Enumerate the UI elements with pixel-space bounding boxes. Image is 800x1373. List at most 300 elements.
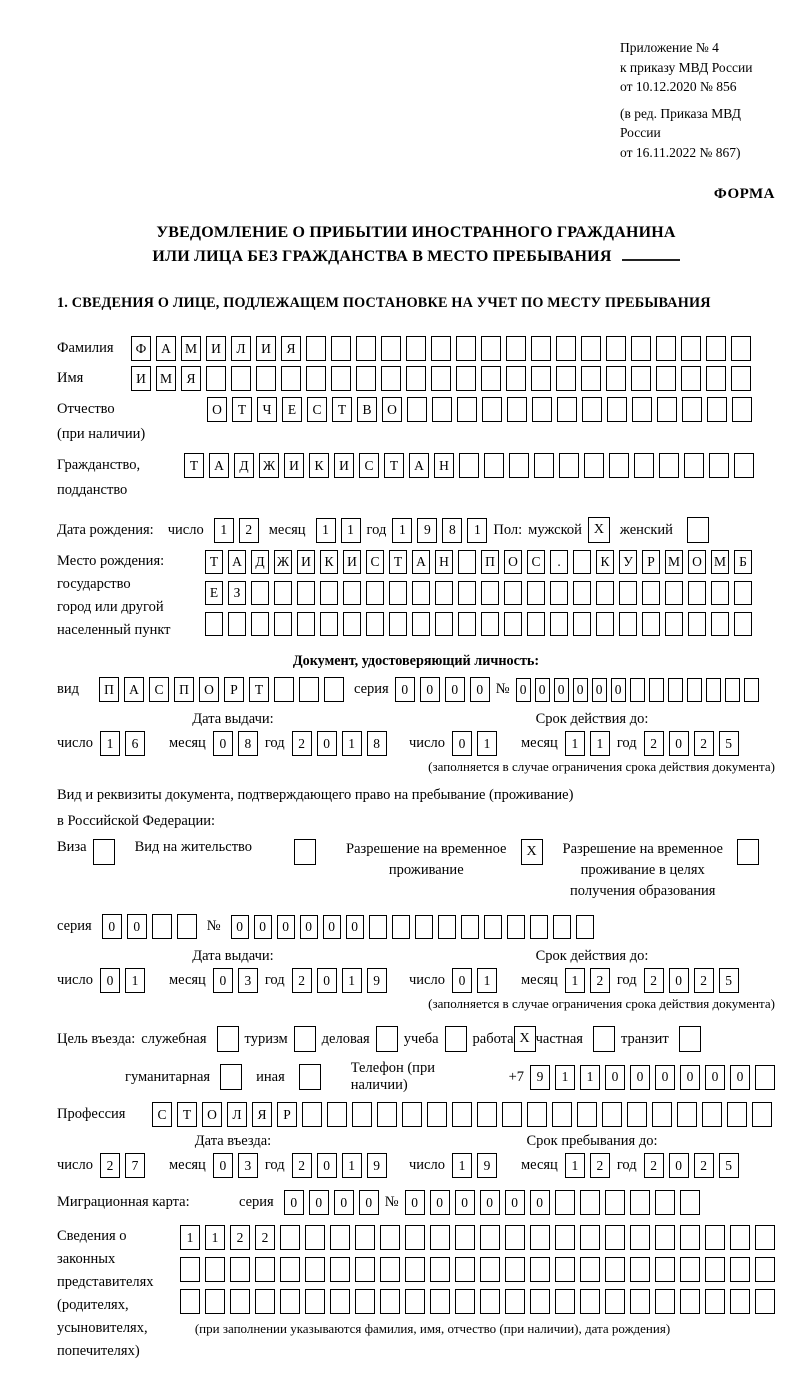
- char-cell[interactable]: [559, 453, 579, 478]
- char-cell[interactable]: [755, 1289, 775, 1314]
- char-cell[interactable]: Ж: [274, 550, 292, 574]
- char-cell[interactable]: [412, 612, 430, 636]
- char-cell[interactable]: 0: [231, 915, 249, 939]
- char-cell[interactable]: [458, 550, 476, 574]
- char-cell[interactable]: З: [228, 581, 246, 605]
- char-cell[interactable]: 0: [213, 968, 233, 993]
- char-cell[interactable]: [619, 581, 637, 605]
- char-cell[interactable]: 9: [530, 1065, 550, 1090]
- char-cell[interactable]: П: [174, 677, 194, 702]
- char-cell[interactable]: Т: [177, 1102, 197, 1127]
- char-cell[interactable]: 8: [367, 731, 387, 756]
- char-cell[interactable]: [366, 581, 384, 605]
- char-cell[interactable]: [550, 612, 568, 636]
- char-cell[interactable]: [634, 453, 654, 478]
- char-cell[interactable]: [481, 581, 499, 605]
- char-cell[interactable]: [456, 336, 476, 361]
- char-cell[interactable]: [502, 1102, 522, 1127]
- char-cell[interactable]: [632, 397, 652, 422]
- char-cell[interactable]: Я: [252, 1102, 272, 1127]
- char-cell[interactable]: [507, 915, 525, 939]
- char-cell[interactable]: И: [334, 453, 354, 478]
- char-cell[interactable]: [343, 581, 361, 605]
- char-cell[interactable]: [504, 581, 522, 605]
- char-cell[interactable]: 0: [452, 731, 472, 756]
- title-blank-underline[interactable]: [622, 259, 680, 261]
- char-cell[interactable]: [455, 1289, 475, 1314]
- char-cell[interactable]: Ж: [259, 453, 279, 478]
- char-cell[interactable]: 1: [477, 968, 497, 993]
- char-cell[interactable]: Р: [642, 550, 660, 574]
- char-cell[interactable]: 2: [292, 1153, 312, 1178]
- char-cell[interactable]: [706, 336, 726, 361]
- char-cell[interactable]: 0: [300, 915, 318, 939]
- char-cell[interactable]: [573, 581, 591, 605]
- char-cell[interactable]: [631, 336, 651, 361]
- char-cell[interactable]: [580, 1257, 600, 1282]
- char-cell[interactable]: 5: [719, 968, 739, 993]
- char-cell[interactable]: [456, 366, 476, 391]
- char-cell[interactable]: 2: [694, 1153, 714, 1178]
- char-cell[interactable]: 0: [630, 1065, 650, 1090]
- char-cell[interactable]: [573, 550, 591, 574]
- char-cell[interactable]: 0: [213, 1153, 233, 1178]
- purpose-humanitarian-checkbox[interactable]: [220, 1064, 242, 1090]
- char-cell[interactable]: [477, 1102, 497, 1127]
- purpose-private-checkbox[interactable]: [593, 1026, 615, 1052]
- char-cell[interactable]: 1: [452, 1153, 472, 1178]
- char-cell[interactable]: О: [207, 397, 227, 422]
- char-cell[interactable]: 9: [367, 1153, 387, 1178]
- char-cell[interactable]: [649, 678, 664, 702]
- char-cell[interactable]: [655, 1190, 675, 1215]
- char-cell[interactable]: [606, 336, 626, 361]
- char-cell[interactable]: [407, 397, 427, 422]
- char-cell[interactable]: 1: [392, 518, 412, 543]
- char-cell[interactable]: [680, 1257, 700, 1282]
- char-cell[interactable]: Ф: [131, 336, 151, 361]
- char-cell[interactable]: [507, 397, 527, 422]
- char-cell[interactable]: [452, 1102, 472, 1127]
- char-cell[interactable]: [355, 1257, 375, 1282]
- char-cell[interactable]: А: [156, 336, 176, 361]
- char-cell[interactable]: Л: [231, 336, 251, 361]
- char-cell[interactable]: 0: [455, 1190, 475, 1215]
- char-cell[interactable]: [506, 366, 526, 391]
- char-cell[interactable]: [731, 366, 751, 391]
- char-cell[interactable]: [555, 1257, 575, 1282]
- char-cell[interactable]: П: [99, 677, 119, 702]
- char-cell[interactable]: [406, 366, 426, 391]
- char-cell[interactable]: М: [711, 550, 729, 574]
- char-cell[interactable]: К: [320, 550, 338, 574]
- char-cell[interactable]: Т: [384, 453, 404, 478]
- temp-residence-edu-checkbox[interactable]: [737, 839, 759, 865]
- char-cell[interactable]: [605, 1225, 625, 1250]
- char-cell[interactable]: 1: [316, 518, 336, 543]
- char-cell[interactable]: 0: [516, 678, 531, 702]
- char-cell[interactable]: 1: [180, 1225, 200, 1250]
- char-cell[interactable]: 0: [554, 678, 569, 702]
- char-cell[interactable]: 2: [644, 731, 664, 756]
- char-cell[interactable]: Р: [277, 1102, 297, 1127]
- char-cell[interactable]: [705, 1225, 725, 1250]
- residence-permit-checkbox[interactable]: [294, 839, 316, 865]
- char-cell[interactable]: [480, 1225, 500, 1250]
- char-cell[interactable]: [730, 1289, 750, 1314]
- char-cell[interactable]: [406, 336, 426, 361]
- char-cell[interactable]: 0: [309, 1190, 329, 1215]
- char-cell[interactable]: С: [366, 550, 384, 574]
- char-cell[interactable]: 0: [127, 914, 147, 939]
- char-cell[interactable]: [343, 612, 361, 636]
- char-cell[interactable]: [427, 1102, 447, 1127]
- char-cell[interactable]: [412, 581, 430, 605]
- char-cell[interactable]: Л: [227, 1102, 247, 1127]
- char-cell[interactable]: О: [202, 1102, 222, 1127]
- char-cell[interactable]: 0: [359, 1190, 379, 1215]
- char-cell[interactable]: У: [619, 550, 637, 574]
- char-cell[interactable]: [306, 366, 326, 391]
- char-cell[interactable]: [730, 1225, 750, 1250]
- char-cell[interactable]: Е: [282, 397, 302, 422]
- char-cell[interactable]: [630, 678, 645, 702]
- char-cell[interactable]: [556, 336, 576, 361]
- char-cell[interactable]: 0: [395, 677, 415, 702]
- char-cell[interactable]: 1: [342, 731, 362, 756]
- char-cell[interactable]: 0: [213, 731, 233, 756]
- char-cell[interactable]: О: [199, 677, 219, 702]
- char-cell[interactable]: [732, 397, 752, 422]
- char-cell[interactable]: 0: [254, 915, 272, 939]
- char-cell[interactable]: [530, 1225, 550, 1250]
- char-cell[interactable]: 1: [100, 731, 120, 756]
- char-cell[interactable]: [550, 581, 568, 605]
- char-cell[interactable]: Т: [249, 677, 269, 702]
- char-cell[interactable]: [327, 1102, 347, 1127]
- char-cell[interactable]: [320, 581, 338, 605]
- char-cell[interactable]: [581, 366, 601, 391]
- char-cell[interactable]: [459, 453, 479, 478]
- char-cell[interactable]: [606, 366, 626, 391]
- char-cell[interactable]: М: [156, 366, 176, 391]
- char-cell[interactable]: [705, 1289, 725, 1314]
- char-cell[interactable]: Я: [181, 366, 201, 391]
- char-cell[interactable]: 1: [205, 1225, 225, 1250]
- char-cell[interactable]: И: [206, 336, 226, 361]
- char-cell[interactable]: 0: [405, 1190, 425, 1215]
- char-cell[interactable]: 2: [694, 731, 714, 756]
- char-cell[interactable]: 2: [100, 1153, 120, 1178]
- char-cell[interactable]: [630, 1190, 650, 1215]
- char-cell[interactable]: И: [284, 453, 304, 478]
- char-cell[interactable]: 0: [317, 968, 337, 993]
- char-cell[interactable]: 1: [565, 731, 585, 756]
- char-cell[interactable]: Р: [224, 677, 244, 702]
- char-cell[interactable]: 0: [669, 968, 689, 993]
- char-cell[interactable]: 0: [530, 1190, 550, 1215]
- char-cell[interactable]: [389, 612, 407, 636]
- char-cell[interactable]: [432, 397, 452, 422]
- char-cell[interactable]: [280, 1257, 300, 1282]
- char-cell[interactable]: 1: [467, 518, 487, 543]
- char-cell[interactable]: 9: [417, 518, 437, 543]
- char-cell[interactable]: С: [359, 453, 379, 478]
- char-cell[interactable]: [297, 612, 315, 636]
- char-cell[interactable]: [306, 336, 326, 361]
- char-cell[interactable]: [380, 1225, 400, 1250]
- char-cell[interactable]: [665, 581, 683, 605]
- char-cell[interactable]: [455, 1225, 475, 1250]
- char-cell[interactable]: [381, 366, 401, 391]
- char-cell[interactable]: [430, 1225, 450, 1250]
- char-cell[interactable]: 0: [100, 968, 120, 993]
- char-cell[interactable]: [555, 1190, 575, 1215]
- char-cell[interactable]: [609, 453, 629, 478]
- char-cell[interactable]: [527, 1102, 547, 1127]
- char-cell[interactable]: [251, 581, 269, 605]
- char-cell[interactable]: [730, 1257, 750, 1282]
- char-cell[interactable]: .: [550, 550, 568, 574]
- char-cell[interactable]: [706, 366, 726, 391]
- char-cell[interactable]: 1: [125, 968, 145, 993]
- char-cell[interactable]: [505, 1225, 525, 1250]
- char-cell[interactable]: [205, 612, 223, 636]
- char-cell[interactable]: [356, 336, 376, 361]
- char-cell[interactable]: 2: [694, 968, 714, 993]
- char-cell[interactable]: Т: [389, 550, 407, 574]
- char-cell[interactable]: [527, 612, 545, 636]
- char-cell[interactable]: Н: [434, 453, 454, 478]
- char-cell[interactable]: [509, 453, 529, 478]
- sex-male-checkbox[interactable]: X: [588, 517, 610, 543]
- char-cell[interactable]: [205, 1289, 225, 1314]
- char-cell[interactable]: Е: [205, 581, 223, 605]
- char-cell[interactable]: [305, 1289, 325, 1314]
- char-cell[interactable]: С: [527, 550, 545, 574]
- char-cell[interactable]: [630, 1257, 650, 1282]
- char-cell[interactable]: [605, 1289, 625, 1314]
- char-cell[interactable]: [642, 612, 660, 636]
- char-cell[interactable]: [752, 1102, 772, 1127]
- char-cell[interactable]: М: [665, 550, 683, 574]
- char-cell[interactable]: [228, 612, 246, 636]
- char-cell[interactable]: 0: [505, 1190, 525, 1215]
- char-cell[interactable]: [231, 366, 251, 391]
- char-cell[interactable]: [431, 366, 451, 391]
- char-cell[interactable]: Т: [184, 453, 204, 478]
- char-cell[interactable]: П: [481, 550, 499, 574]
- char-cell[interactable]: [657, 397, 677, 422]
- char-cell[interactable]: [206, 366, 226, 391]
- char-cell[interactable]: [555, 1289, 575, 1314]
- char-cell[interactable]: [255, 1257, 275, 1282]
- char-cell[interactable]: 1: [565, 968, 585, 993]
- char-cell[interactable]: [665, 612, 683, 636]
- char-cell[interactable]: 1: [580, 1065, 600, 1090]
- char-cell[interactable]: 0: [535, 678, 550, 702]
- char-cell[interactable]: [596, 612, 614, 636]
- char-cell[interactable]: [435, 581, 453, 605]
- char-cell[interactable]: [630, 1289, 650, 1314]
- char-cell[interactable]: Т: [232, 397, 252, 422]
- char-cell[interactable]: [152, 914, 172, 939]
- char-cell[interactable]: [405, 1257, 425, 1282]
- char-cell[interactable]: [734, 581, 752, 605]
- char-cell[interactable]: [619, 612, 637, 636]
- char-cell[interactable]: [230, 1289, 250, 1314]
- char-cell[interactable]: [438, 915, 456, 939]
- char-cell[interactable]: К: [309, 453, 329, 478]
- char-cell[interactable]: 8: [238, 731, 258, 756]
- char-cell[interactable]: 0: [573, 678, 588, 702]
- char-cell[interactable]: 2: [255, 1225, 275, 1250]
- char-cell[interactable]: 0: [346, 915, 364, 939]
- char-cell[interactable]: [596, 581, 614, 605]
- char-cell[interactable]: 3: [238, 1153, 258, 1178]
- char-cell[interactable]: 0: [730, 1065, 750, 1090]
- char-cell[interactable]: [734, 453, 754, 478]
- char-cell[interactable]: 0: [452, 968, 472, 993]
- char-cell[interactable]: [680, 1225, 700, 1250]
- char-cell[interactable]: [527, 581, 545, 605]
- char-cell[interactable]: [331, 336, 351, 361]
- char-cell[interactable]: 0: [445, 677, 465, 702]
- char-cell[interactable]: [405, 1289, 425, 1314]
- char-cell[interactable]: [320, 612, 338, 636]
- char-cell[interactable]: [331, 366, 351, 391]
- char-cell[interactable]: О: [688, 550, 706, 574]
- char-cell[interactable]: С: [149, 677, 169, 702]
- char-cell[interactable]: А: [209, 453, 229, 478]
- char-cell[interactable]: [734, 612, 752, 636]
- char-cell[interactable]: [687, 678, 702, 702]
- char-cell[interactable]: [684, 453, 704, 478]
- char-cell[interactable]: [330, 1225, 350, 1250]
- char-cell[interactable]: Н: [435, 550, 453, 574]
- char-cell[interactable]: 3: [238, 968, 258, 993]
- char-cell[interactable]: 0: [430, 1190, 450, 1215]
- char-cell[interactable]: 1: [565, 1153, 585, 1178]
- char-cell[interactable]: [755, 1257, 775, 1282]
- char-cell[interactable]: [302, 1102, 322, 1127]
- char-cell[interactable]: [415, 915, 433, 939]
- char-cell[interactable]: [255, 1289, 275, 1314]
- char-cell[interactable]: [557, 397, 577, 422]
- char-cell[interactable]: [631, 366, 651, 391]
- char-cell[interactable]: 9: [477, 1153, 497, 1178]
- char-cell[interactable]: [392, 915, 410, 939]
- char-cell[interactable]: Т: [332, 397, 352, 422]
- char-cell[interactable]: [652, 1102, 672, 1127]
- char-cell[interactable]: [251, 612, 269, 636]
- char-cell[interactable]: [380, 1257, 400, 1282]
- char-cell[interactable]: [668, 678, 683, 702]
- char-cell[interactable]: [480, 1289, 500, 1314]
- char-cell[interactable]: [577, 1102, 597, 1127]
- char-cell[interactable]: 1: [342, 968, 362, 993]
- purpose-other-checkbox[interactable]: [299, 1064, 321, 1090]
- char-cell[interactable]: 0: [680, 1065, 700, 1090]
- char-cell[interactable]: 0: [669, 731, 689, 756]
- char-cell[interactable]: [709, 453, 729, 478]
- char-cell[interactable]: [461, 915, 479, 939]
- char-cell[interactable]: [402, 1102, 422, 1127]
- char-cell[interactable]: И: [131, 366, 151, 391]
- char-cell[interactable]: [481, 336, 501, 361]
- char-cell[interactable]: [377, 1102, 397, 1127]
- char-cell[interactable]: [506, 336, 526, 361]
- char-cell[interactable]: [681, 366, 701, 391]
- char-cell[interactable]: И: [297, 550, 315, 574]
- char-cell[interactable]: [602, 1102, 622, 1127]
- char-cell[interactable]: [531, 336, 551, 361]
- char-cell[interactable]: 0: [317, 1153, 337, 1178]
- char-cell[interactable]: В: [357, 397, 377, 422]
- char-cell[interactable]: [584, 453, 604, 478]
- char-cell[interactable]: [482, 397, 502, 422]
- char-cell[interactable]: [430, 1289, 450, 1314]
- char-cell[interactable]: [274, 581, 292, 605]
- char-cell[interactable]: Я: [281, 336, 301, 361]
- purpose-study-checkbox[interactable]: [445, 1026, 467, 1052]
- char-cell[interactable]: [707, 397, 727, 422]
- char-cell[interactable]: 0: [317, 731, 337, 756]
- char-cell[interactable]: [555, 1225, 575, 1250]
- temp-residence-checkbox[interactable]: X: [521, 839, 543, 865]
- char-cell[interactable]: [458, 581, 476, 605]
- char-cell[interactable]: [484, 915, 502, 939]
- char-cell[interactable]: [581, 336, 601, 361]
- char-cell[interactable]: [655, 1289, 675, 1314]
- char-cell[interactable]: 0: [611, 678, 626, 702]
- char-cell[interactable]: [530, 1289, 550, 1314]
- char-cell[interactable]: [381, 336, 401, 361]
- char-cell[interactable]: [655, 1257, 675, 1282]
- char-cell[interactable]: [711, 581, 729, 605]
- char-cell[interactable]: [330, 1289, 350, 1314]
- char-cell[interactable]: [642, 581, 660, 605]
- char-cell[interactable]: [355, 1225, 375, 1250]
- char-cell[interactable]: 2: [239, 518, 259, 543]
- char-cell[interactable]: 0: [669, 1153, 689, 1178]
- char-cell[interactable]: 0: [277, 915, 295, 939]
- char-cell[interactable]: Д: [251, 550, 269, 574]
- char-cell[interactable]: [431, 336, 451, 361]
- char-cell[interactable]: [552, 1102, 572, 1127]
- char-cell[interactable]: А: [228, 550, 246, 574]
- char-cell[interactable]: [281, 366, 301, 391]
- char-cell[interactable]: 2: [230, 1225, 250, 1250]
- char-cell[interactable]: [356, 366, 376, 391]
- char-cell[interactable]: [274, 677, 294, 702]
- char-cell[interactable]: [659, 453, 679, 478]
- char-cell[interactable]: [484, 453, 504, 478]
- char-cell[interactable]: [705, 1257, 725, 1282]
- char-cell[interactable]: [688, 612, 706, 636]
- char-cell[interactable]: [430, 1257, 450, 1282]
- visa-checkbox[interactable]: [93, 839, 115, 865]
- char-cell[interactable]: [369, 915, 387, 939]
- char-cell[interactable]: Т: [205, 550, 223, 574]
- char-cell[interactable]: [755, 1065, 775, 1090]
- char-cell[interactable]: 2: [644, 968, 664, 993]
- char-cell[interactable]: [627, 1102, 647, 1127]
- char-cell[interactable]: [480, 1257, 500, 1282]
- char-cell[interactable]: А: [409, 453, 429, 478]
- char-cell[interactable]: [677, 1102, 697, 1127]
- char-cell[interactable]: [532, 397, 552, 422]
